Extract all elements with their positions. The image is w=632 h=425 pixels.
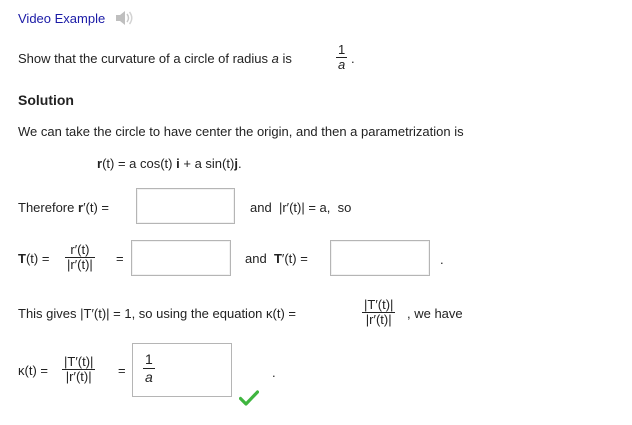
checkmark-icon (239, 390, 259, 409)
answer-fraction: 1 a (145, 351, 153, 385)
kappa-fraction: |T′(t)| |r′(t)| (64, 354, 94, 384)
step3-tail: , we have (407, 306, 463, 321)
step3-text: This gives |T′(t)| = 1, so using the equation κ(t) = (18, 306, 296, 321)
step4-period: . (272, 365, 276, 380)
solution-heading: Solution (18, 92, 74, 108)
therefore-label: Therefore r′(t) = (18, 200, 109, 215)
solution-intro: We can take the circle to have center the origin, and then a parametrization is (18, 124, 464, 139)
speaker-icon[interactable] (114, 9, 136, 30)
parametrization-equation: r(t) = a cos(t) i + a sin(t)j. (97, 156, 242, 171)
problem-fraction: 1 a (338, 42, 346, 72)
T-fraction: r′(t) |r′(t)| (67, 242, 93, 272)
T-prime-label: and T′(t) = (245, 251, 308, 266)
video-example-link[interactable]: Video Example (18, 11, 106, 26)
curvature-answer-box[interactable] (132, 343, 232, 397)
kappa-label: κ(t) = (18, 363, 48, 378)
T-prime-input[interactable] (330, 240, 430, 276)
step1-magnitude: and |r′(t)| = a, so (250, 200, 352, 215)
step2-period: . (440, 252, 444, 267)
r-prime-input[interactable] (136, 188, 235, 224)
curvature-formula-fraction: |T′(t)| |r′(t)| (364, 297, 394, 327)
T-fraction-input[interactable] (131, 240, 231, 276)
problem-period: . (351, 51, 355, 66)
T-equals: = (116, 251, 124, 266)
T-label: T(t) = (18, 251, 50, 266)
kappa-equals: = (118, 363, 126, 378)
problem-statement: Show that the curvature of a circle of radius a is (18, 51, 292, 66)
